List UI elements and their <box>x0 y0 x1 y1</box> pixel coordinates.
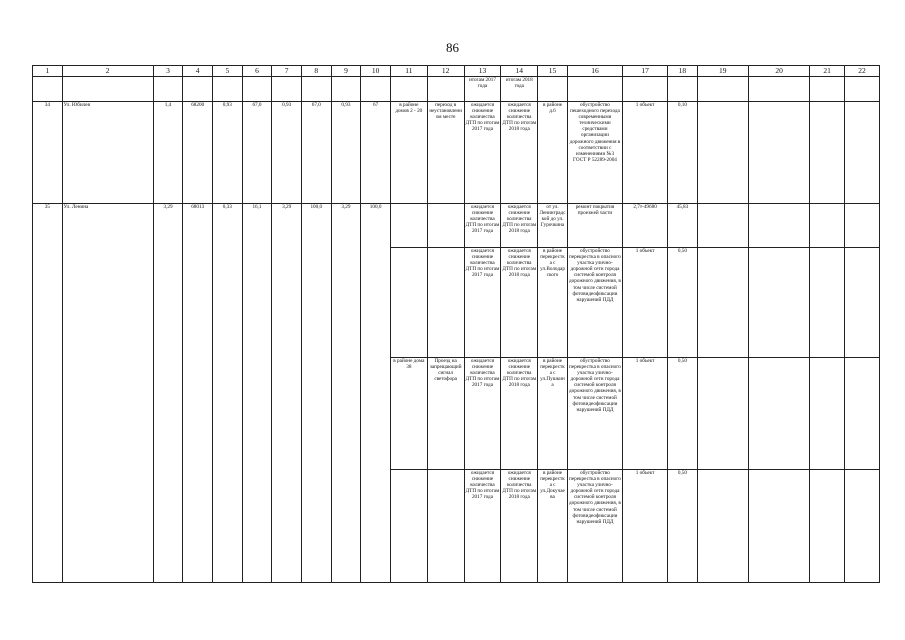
effect-2017-cell: ожидается снижение количества ДТП по итогам 2017 года <box>464 204 501 248</box>
header-cell: 1 <box>33 66 63 77</box>
table-cell <box>242 77 272 102</box>
violation-cell <box>427 470 464 583</box>
table-cell: 100,0 <box>361 204 391 583</box>
header-cell: 13 <box>464 66 501 77</box>
measure-cell: обустройство перекрестка в опасного участка улично-дорожной сети города системой контроля дорожного движения, в том числе системой фотовидеофиксации нарушений ПДД <box>567 470 622 583</box>
place-cell: от ул. Ленинградской до ул. Гурочкина <box>538 204 568 248</box>
table-cell <box>845 248 880 358</box>
table-cell <box>538 77 568 102</box>
table-cell: 1,4 <box>153 102 183 204</box>
header-cell: 2 <box>62 66 153 77</box>
table-cell <box>697 204 748 248</box>
header-cell: 11 <box>390 66 427 77</box>
volume-cell: 1 объект <box>623 470 668 583</box>
effect-2018-cell: ожидается снижение количества ДТП по итогам 2018 года <box>501 204 538 248</box>
volume-cell: 1 объект <box>623 248 668 358</box>
table-row-35 <box>33 204 880 248</box>
table-cell <box>810 102 845 204</box>
header-cell: 14 <box>501 66 538 77</box>
measure-cell: обустройство пешеходного перехода современными техническими средствами организации дорожного движения в соответствии с изменениями №3 ГОСТ Р 52289-2004 <box>567 102 622 204</box>
table-cell: 16,1 <box>242 204 272 583</box>
road-safety-table <box>32 65 880 583</box>
violation-cell <box>427 204 464 248</box>
place-cell: в районе перекрестка с ул.Пушкина <box>538 358 568 470</box>
table-cell <box>272 77 302 102</box>
place-cell: в районе перекрестка с ул.Володарского <box>538 248 568 358</box>
location-cell <box>390 470 427 583</box>
measure-cell: ремонт покрытия проезжей части <box>567 204 622 248</box>
table-cell: 67,0 <box>301 102 331 204</box>
table-cell: итогам 2017 года <box>464 77 501 102</box>
table-cell: 0,93 <box>272 102 302 204</box>
table-cell <box>810 470 845 583</box>
measure-cell: обустройство перекрестка в опасного участка улично-дорожной сети города системой контроля дорожного движения, в том числе системой фотовидеофиксации нарушений ПДД <box>567 358 622 470</box>
table-cell <box>301 77 331 102</box>
location-cell: в районе дома 38 <box>390 358 427 470</box>
table-cell: 0,93 <box>213 102 243 204</box>
effect-2017-cell: ожидается снижение количества ДТП по итогам 2017 года <box>464 470 501 583</box>
effect-2018-cell: ожидается снижение количества ДТП по итогам 2018 года <box>501 358 538 470</box>
table-cell <box>153 77 183 102</box>
effect-2018-cell: ожидается снижение количества ДТП по итогам 2018 года <box>501 102 538 204</box>
place-cell: в районе д.6 <box>538 102 568 204</box>
header-cell: 6 <box>242 66 272 77</box>
table-cell: 3,29 <box>331 204 361 583</box>
header-cell: 15 <box>538 66 568 77</box>
header-cell: 21 <box>810 66 845 77</box>
volume-cell: 1 объект <box>623 358 668 470</box>
header-cell: 20 <box>748 66 809 77</box>
header-cell: 5 <box>213 66 243 77</box>
header-cell: 18 <box>668 66 698 77</box>
effect-2017-cell: ожидается снижение количества ДТП по итогам 2017 года <box>464 248 501 358</box>
table-cell <box>845 102 880 204</box>
effect-2018-cell: ожидается снижение количества ДТП по итогам 2018 года <box>501 470 538 583</box>
table-cell: итогам 2018 года <box>501 77 538 102</box>
street-name: Ул. Ленина <box>62 204 153 583</box>
row-number: 34 <box>33 102 63 204</box>
header-cell: 4 <box>183 66 213 77</box>
table-cell <box>697 248 748 358</box>
cost-cell: 0,50 <box>668 248 698 358</box>
header-cell: 19 <box>697 66 748 77</box>
location-cell: в районе домов 2 - 20 <box>390 102 427 204</box>
header-cell: 3 <box>153 66 183 77</box>
header-cell: 7 <box>272 66 302 77</box>
table-cell <box>62 77 153 102</box>
table-cell <box>668 77 698 102</box>
header-cell: 16 <box>567 66 622 77</box>
table-cell <box>810 248 845 358</box>
table-cell <box>748 358 809 470</box>
table-cell <box>697 358 748 470</box>
page-number: 86 <box>446 40 459 55</box>
header-cell: 8 <box>301 66 331 77</box>
table-cell <box>697 470 748 583</box>
violation-cell: Проезд на запрещающий сигнал светофора <box>427 358 464 470</box>
table-cell <box>33 77 63 102</box>
table-cell <box>845 470 880 583</box>
header-cell: 17 <box>623 66 668 77</box>
table-cell <box>623 77 668 102</box>
table-row-34 <box>33 102 880 204</box>
violation-cell <box>427 248 464 358</box>
cost-cell: 0,10 <box>668 102 698 204</box>
header-cell: 12 <box>427 66 464 77</box>
table-cell <box>810 358 845 470</box>
table-cell: 100,0 <box>301 204 331 583</box>
header-row <box>33 66 880 77</box>
table-cell <box>361 77 391 102</box>
table-cell <box>567 77 622 102</box>
table-cell <box>845 77 880 102</box>
place-cell: в районе перекрестка с ул.Докучаева <box>538 470 568 583</box>
cost-cell: 45,83 <box>668 204 698 248</box>
table-cell: 3,29 <box>272 204 302 583</box>
volume-cell: 1 объект <box>623 102 668 204</box>
continuation-row <box>33 77 880 102</box>
volume-cell: 2,7т-49680 <box>623 204 668 248</box>
table-cell: 3,29 <box>153 204 183 583</box>
table-cell <box>748 248 809 358</box>
violation-cell: переход в неустановленном месте <box>427 102 464 204</box>
effect-2017-cell: ожидается снижение количества ДТП по итогам 2017 года <box>464 102 501 204</box>
measure-cell: обустройство перекрестка в опасного участка улично-дорожной сети города системой контроля дорожного движения, в том числе системой фотовидеофиксации нарушений ПДД <box>567 248 622 358</box>
row-number: 35 <box>33 204 63 583</box>
table-cell <box>427 77 464 102</box>
table-cell <box>748 204 809 248</box>
table-cell <box>213 77 243 102</box>
header-cell: 10 <box>361 66 391 77</box>
table-cell <box>748 77 809 102</box>
header-cell: 22 <box>845 66 880 77</box>
header-cell: 9 <box>331 66 361 77</box>
location-cell <box>390 248 427 358</box>
table-cell <box>697 77 748 102</box>
table-cell <box>845 204 880 248</box>
effect-2017-cell: ожидается снижение количества ДТП по итогам 2017 года <box>464 358 501 470</box>
table-cell <box>697 102 748 204</box>
table-cell: 68200 <box>183 102 213 204</box>
cost-cell: 0,50 <box>668 358 698 470</box>
table-cell <box>331 77 361 102</box>
table-cell: 67 <box>361 102 391 204</box>
table-cell: 68013 <box>183 204 213 583</box>
table-cell: 67,0 <box>242 102 272 204</box>
table-cell: 0,33 <box>213 204 243 583</box>
table-cell <box>845 358 880 470</box>
table-cell <box>183 77 213 102</box>
table-cell <box>810 77 845 102</box>
effect-2018-cell: ожидается снижение количества ДТП по итогам 2018 года <box>501 248 538 358</box>
table-cell <box>390 77 427 102</box>
location-cell <box>390 204 427 248</box>
table-cell <box>810 204 845 248</box>
cost-cell: 0,50 <box>668 470 698 583</box>
table-cell <box>748 470 809 583</box>
table-cell <box>748 102 809 204</box>
street-name: Ул. Юбилея <box>62 102 153 204</box>
table-cell: 0,93 <box>331 102 361 204</box>
